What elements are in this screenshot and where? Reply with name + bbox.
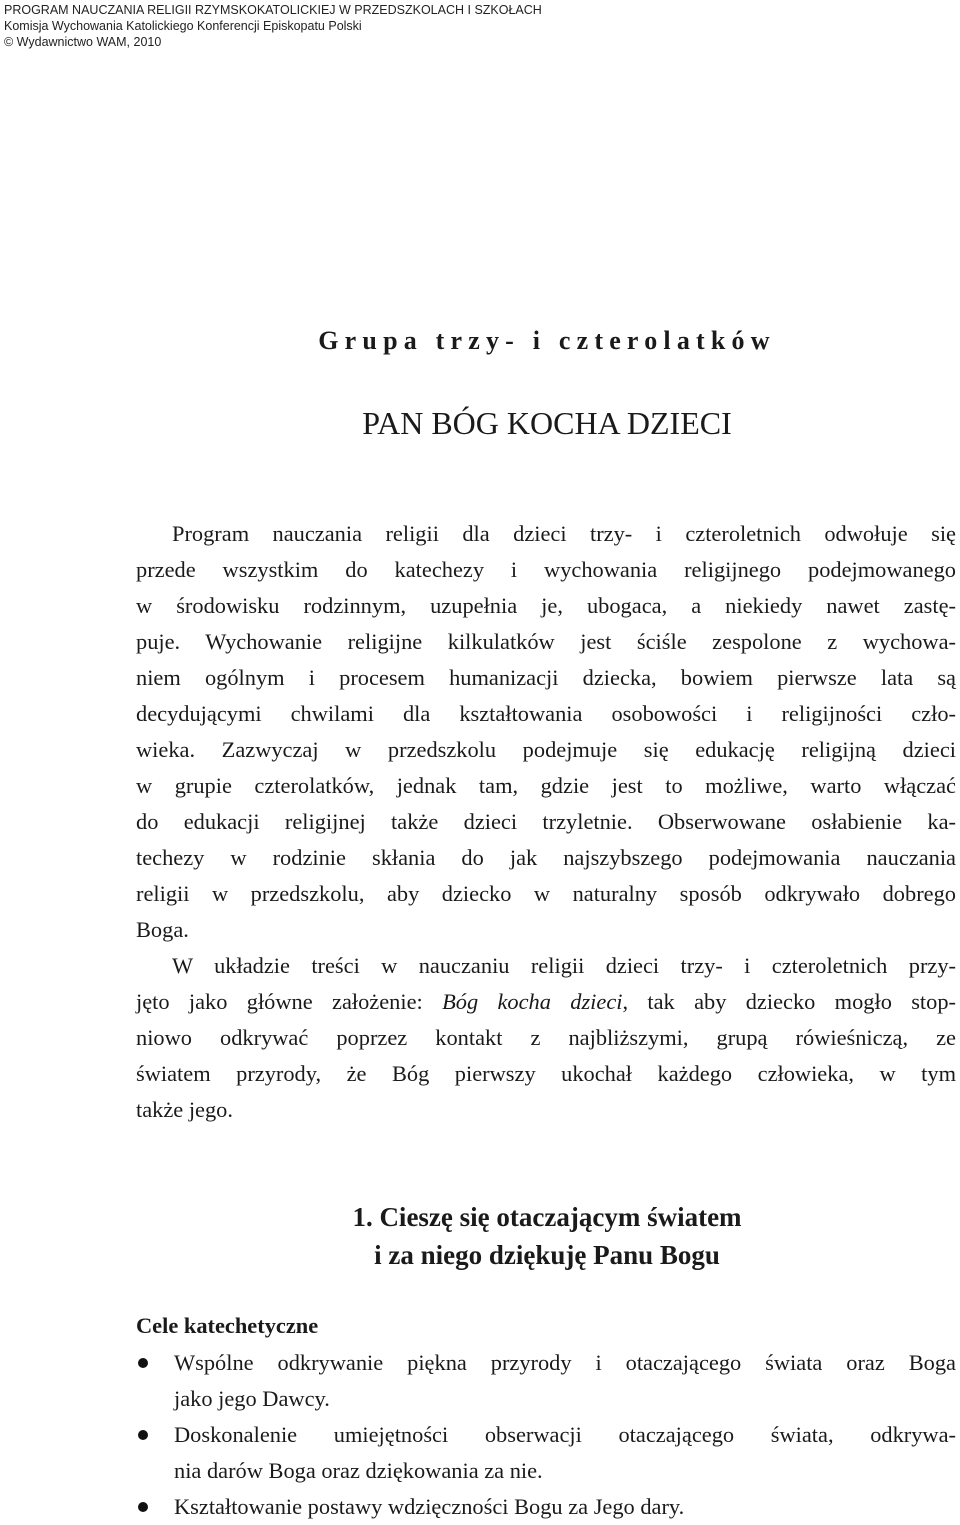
paragraph-line: decydującymi chwilami dla kształtowania osobowości i religijności czło-	[136, 701, 956, 726]
goal-line: Doskonalenie umiejętności obserwacji otaczającego świata, odkrywa-	[174, 1422, 956, 1447]
bullet-icon	[138, 1430, 148, 1440]
paragraph-line: techezy w rodzinie skłania do jak najszybszego podejmowania nauczania	[136, 845, 956, 870]
paragraph-line: przede wszystkim do katechezy i wychowania religijnego podejmowanego	[136, 557, 956, 582]
header-commission: Komisja Wychowania Katolickiego Konferencji Episkopatu Polski	[4, 19, 362, 33]
paragraph-line: także jego.	[136, 1097, 233, 1122]
main-title: PAN BÓG KOCHA DZIECI	[362, 405, 732, 441]
paragraph-line: wieka. Zazwyczaj w przedszkolu podejmuje się edukację religijną dzieci	[136, 737, 956, 762]
goal-line: nia darów Boga oraz dziękowania za nie.	[174, 1458, 543, 1483]
paragraph-line	[136, 984, 956, 1020]
page-header	[4, 2, 542, 50]
paragraph-line: religii w przedszkolu, aby dziecko w naturalny sposób odkrywało dobrego	[136, 881, 956, 906]
section-title	[0, 1198, 960, 1274]
paragraph-line: W układzie treści w nauczaniu religii dzieci trzy- i czteroletnich przy-	[172, 953, 956, 978]
goal-line: Kształtowanie postawy wdzięczności Bogu za Jego dary.	[174, 1494, 685, 1519]
section-title-line: i za niego dziękuję Panu Bogu	[374, 1240, 720, 1270]
group-title: Grupa trzy- i czterolatków	[318, 326, 776, 355]
goal-line: jako jego Dawcy.	[174, 1386, 330, 1411]
paragraph-line: Boga.	[136, 917, 189, 942]
header-program-title: PROGRAM NAUCZANIA RELIGII RZYMSKOKATOLICKIEJ W PRZEDSZKOLACH I SZKOŁACH	[4, 3, 542, 17]
paragraph-line: niowo odkrywać poprzez kontakt z najbliższymi, grupą rówieśniczą, ze	[136, 1025, 956, 1050]
paragraph-line: puje. Wychowanie religijne kilkulatków jest ściśle zespolone z wychowa-	[136, 629, 956, 654]
bullet-icon	[138, 1502, 148, 1512]
emphasis-text: Bóg kocha dzieci	[442, 989, 623, 1014]
intro-paragraph	[136, 516, 956, 948]
paragraph-line: do edukacji religijnej także dzieci trzyletnie. Obserwowane osłabienie ka-	[136, 809, 956, 834]
paragraph-text: jęto jako główne założenie:	[136, 989, 443, 1014]
goals-list	[136, 1345, 956, 1525]
goals-heading: Cele katechetyczne	[136, 1313, 319, 1338]
header-copyright: © Wydawnictwo WAM, 2010	[4, 35, 162, 49]
paragraph-line: w środowisku rodzinnym, uzupełnia je, ubogaca, a niekiedy nawet zastę-	[136, 593, 956, 618]
paragraph-line: w grupie czterolatków, jednak tam, gdzie jest to możliwe, warto włączać	[136, 773, 956, 798]
paragraph-text: , tak aby dziecko mogło stop-	[622, 989, 956, 1014]
goal-item	[136, 1345, 956, 1417]
bullet-icon	[138, 1358, 148, 1368]
content-paragraph	[136, 948, 956, 1128]
paragraph-line: Program nauczania religii dla dzieci trzy- i czteroletnich odwołuje się	[172, 521, 956, 546]
paragraph-line: światem przyrody, że Bóg pierwszy ukochał każdego człowieka, w tym	[136, 1061, 956, 1086]
paragraph-line: niem ogólnym i procesem humanizacji dziecka, bowiem pierwsze lata są	[136, 665, 956, 690]
goal-item	[136, 1417, 956, 1489]
goal-line: Wspólne odkrywanie piękna przyrody i otaczającego świata oraz Boga	[174, 1350, 956, 1375]
section-title-line: 1. Cieszę się otaczającym światem	[352, 1202, 742, 1232]
